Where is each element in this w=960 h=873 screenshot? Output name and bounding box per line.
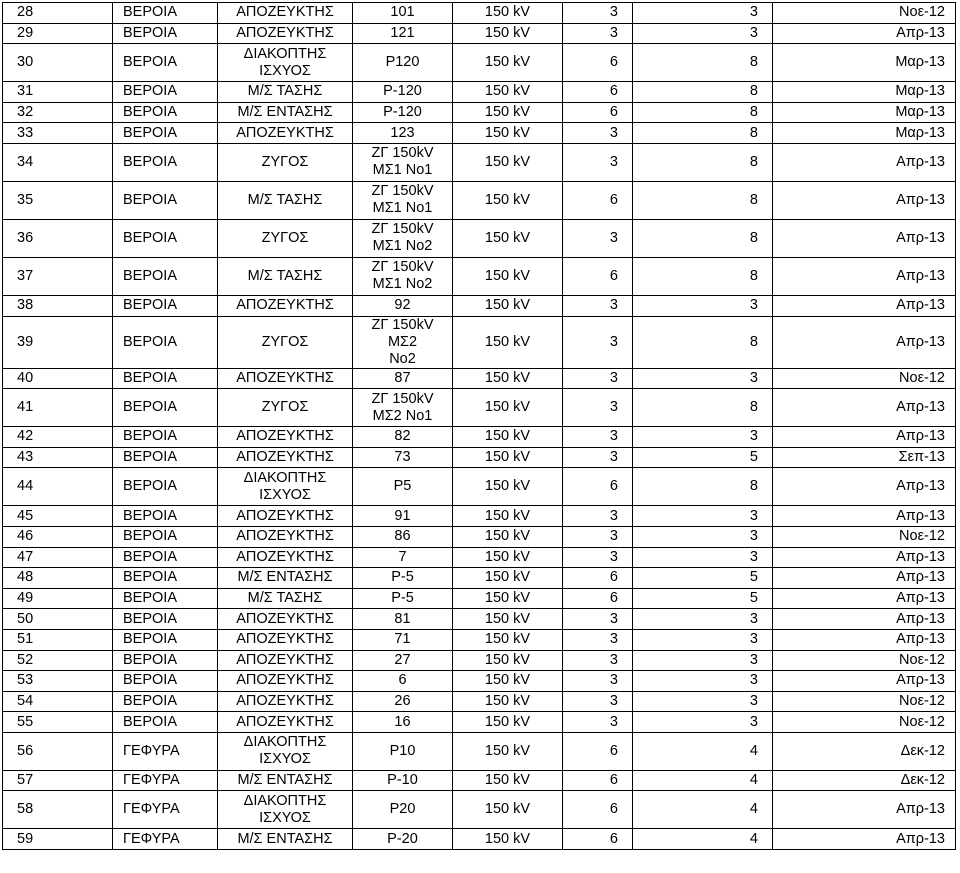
- row-number: 47: [3, 547, 113, 568]
- equipment-type-cell: ΑΠΟΖΕΥΚΤΗΣ: [218, 547, 353, 568]
- equipment-type-cell: ΔΙΑΚΟΠΤΗΣ ΙΣΧΥΟΣ: [218, 791, 353, 829]
- table-row: [3, 791, 956, 829]
- value-b-cell: 8: [633, 316, 773, 368]
- value-b-cell: 3: [633, 3, 773, 24]
- date-cell: Απρ-13: [773, 295, 956, 316]
- row-number: 40: [3, 368, 113, 389]
- equipment-code-cell: ΖΓ 150kV ΜΣ1 Νο2: [353, 219, 453, 257]
- table-row: [3, 3, 956, 24]
- voltage-cell: 150 kV: [453, 23, 563, 44]
- voltage-cell: 150 kV: [453, 143, 563, 181]
- station-cell: ΒΕΡΟΙΑ: [113, 102, 218, 123]
- equipment-code-cell: P-5: [353, 588, 453, 609]
- value-a-cell: 6: [563, 770, 633, 791]
- equipment-type-cell: ΑΠΟΖΕΥΚΤΗΣ: [218, 506, 353, 527]
- equipment-type-cell: ΑΠΟΖΕΥΚΤΗΣ: [218, 447, 353, 468]
- value-b-cell: 8: [633, 123, 773, 144]
- date-cell: Απρ-13: [773, 506, 956, 527]
- equipment-code-cell: P-20: [353, 829, 453, 850]
- voltage-cell: 150 kV: [453, 257, 563, 295]
- date-cell: Απρ-13: [773, 588, 956, 609]
- equipment-type-cell: Μ/Σ ΤΑΣΗΣ: [218, 257, 353, 295]
- value-a-cell: 6: [563, 82, 633, 103]
- voltage-cell: 150 kV: [453, 368, 563, 389]
- date-cell: Απρ-13: [773, 829, 956, 850]
- value-b-cell: 8: [633, 102, 773, 123]
- table-row: [3, 588, 956, 609]
- date-cell: Δεκ-12: [773, 732, 956, 770]
- voltage-cell: 150 kV: [453, 389, 563, 427]
- station-cell: ΒΕΡΟΙΑ: [113, 609, 218, 630]
- row-number: 57: [3, 770, 113, 791]
- value-a-cell: 3: [563, 3, 633, 24]
- equipment-type-cell: ΑΠΟΖΕΥΚΤΗΣ: [218, 671, 353, 692]
- value-a-cell: 3: [563, 295, 633, 316]
- equipment-code-cell: 82: [353, 427, 453, 448]
- station-cell: ΒΕΡΟΙΑ: [113, 588, 218, 609]
- equipment-type-cell: ΖΥΓΟΣ: [218, 143, 353, 181]
- equipment-type-cell: ΑΠΟΖΕΥΚΤΗΣ: [218, 629, 353, 650]
- equipment-code-cell: P-5: [353, 568, 453, 589]
- equipment-type-cell: ΑΠΟΖΕΥΚΤΗΣ: [218, 427, 353, 448]
- table-row: [3, 82, 956, 103]
- value-b-cell: 3: [633, 547, 773, 568]
- voltage-cell: 150 kV: [453, 3, 563, 24]
- equipment-code-cell: 123: [353, 123, 453, 144]
- value-a-cell: 6: [563, 588, 633, 609]
- table-row: [3, 123, 956, 144]
- date-cell: Απρ-13: [773, 791, 956, 829]
- station-cell: ΓΕΦΥΡΑ: [113, 732, 218, 770]
- row-number: 35: [3, 181, 113, 219]
- row-number: 32: [3, 102, 113, 123]
- equipment-type-cell: Μ/Σ ΕΝΤΑΣΗΣ: [218, 829, 353, 850]
- value-a-cell: 3: [563, 368, 633, 389]
- value-b-cell: 4: [633, 770, 773, 791]
- table-row: [3, 219, 956, 257]
- station-cell: ΒΕΡΟΙΑ: [113, 468, 218, 506]
- table-row: [3, 368, 956, 389]
- date-cell: Απρ-13: [773, 257, 956, 295]
- station-cell: ΒΕΡΟΙΑ: [113, 447, 218, 468]
- station-cell: ΓΕΦΥΡΑ: [113, 791, 218, 829]
- equipment-type-cell: ΑΠΟΖΕΥΚΤΗΣ: [218, 526, 353, 547]
- value-a-cell: 3: [563, 23, 633, 44]
- voltage-cell: 150 kV: [453, 82, 563, 103]
- table-row: [3, 712, 956, 733]
- equipment-code-cell: 7: [353, 547, 453, 568]
- station-cell: ΒΕΡΟΙΑ: [113, 629, 218, 650]
- value-a-cell: 3: [563, 427, 633, 448]
- station-cell: ΒΕΡΟΙΑ: [113, 650, 218, 671]
- row-number: 42: [3, 427, 113, 448]
- equipment-table-body: [3, 3, 956, 850]
- date-cell: Σεπ-13: [773, 447, 956, 468]
- value-b-cell: 3: [633, 609, 773, 630]
- equipment-code-cell: P120: [353, 44, 453, 82]
- table-row: [3, 671, 956, 692]
- station-cell: ΒΕΡΟΙΑ: [113, 506, 218, 527]
- equipment-code-cell: 73: [353, 447, 453, 468]
- equipment-type-cell: ΑΠΟΖΕΥΚΤΗΣ: [218, 3, 353, 24]
- equipment-type-cell: ΔΙΑΚΟΠΤΗΣ ΙΣΧΥΟΣ: [218, 732, 353, 770]
- voltage-cell: 150 kV: [453, 219, 563, 257]
- equipment-code-cell: P20: [353, 791, 453, 829]
- equipment-code-cell: 26: [353, 691, 453, 712]
- value-a-cell: 6: [563, 791, 633, 829]
- equipment-code-cell: P-120: [353, 82, 453, 103]
- value-a-cell: 6: [563, 829, 633, 850]
- row-number: 28: [3, 3, 113, 24]
- equipment-type-cell: Μ/Σ ΕΝΤΑΣΗΣ: [218, 102, 353, 123]
- value-b-cell: 3: [633, 295, 773, 316]
- date-cell: Νοε-12: [773, 3, 956, 24]
- equipment-code-cell: 81: [353, 609, 453, 630]
- station-cell: ΒΕΡΟΙΑ: [113, 389, 218, 427]
- value-b-cell: 3: [633, 650, 773, 671]
- station-cell: ΓΕΦΥΡΑ: [113, 829, 218, 850]
- table-row: [3, 547, 956, 568]
- date-cell: Μαρ-13: [773, 82, 956, 103]
- equipment-code-cell: 6: [353, 671, 453, 692]
- value-b-cell: 8: [633, 219, 773, 257]
- station-cell: ΒΕΡΟΙΑ: [113, 219, 218, 257]
- row-number: 45: [3, 506, 113, 527]
- value-b-cell: 3: [633, 691, 773, 712]
- equipment-code-cell: P-120: [353, 102, 453, 123]
- row-number: 48: [3, 568, 113, 589]
- table-row: [3, 181, 956, 219]
- value-b-cell: 4: [633, 829, 773, 850]
- station-cell: ΒΕΡΟΙΑ: [113, 368, 218, 389]
- value-a-cell: 3: [563, 526, 633, 547]
- station-cell: ΓΕΦΥΡΑ: [113, 770, 218, 791]
- row-number: 41: [3, 389, 113, 427]
- row-number: 38: [3, 295, 113, 316]
- equipment-type-cell: ΖΥΓΟΣ: [218, 389, 353, 427]
- equipment-code-cell: 86: [353, 526, 453, 547]
- value-a-cell: 3: [563, 629, 633, 650]
- equipment-code-cell: P10: [353, 732, 453, 770]
- row-number: 31: [3, 82, 113, 103]
- voltage-cell: 150 kV: [453, 671, 563, 692]
- date-cell: Απρ-13: [773, 468, 956, 506]
- table-row: [3, 650, 956, 671]
- equipment-code-cell: 91: [353, 506, 453, 527]
- voltage-cell: 150 kV: [453, 526, 563, 547]
- value-b-cell: 3: [633, 712, 773, 733]
- value-a-cell: 3: [563, 143, 633, 181]
- equipment-type-cell: Μ/Σ ΤΑΣΗΣ: [218, 82, 353, 103]
- station-cell: ΒΕΡΟΙΑ: [113, 3, 218, 24]
- equipment-code-cell: 121: [353, 23, 453, 44]
- equipment-code-cell: ΖΓ 150kV ΜΣ2 Νο2: [353, 316, 453, 368]
- date-cell: Απρ-13: [773, 389, 956, 427]
- voltage-cell: 150 kV: [453, 650, 563, 671]
- value-a-cell: 3: [563, 671, 633, 692]
- table-row: [3, 102, 956, 123]
- table-row: [3, 389, 956, 427]
- voltage-cell: 150 kV: [453, 770, 563, 791]
- value-a-cell: 3: [563, 609, 633, 630]
- value-b-cell: 8: [633, 389, 773, 427]
- row-number: 56: [3, 732, 113, 770]
- voltage-cell: 150 kV: [453, 691, 563, 712]
- equipment-type-cell: ΑΠΟΖΕΥΚΤΗΣ: [218, 368, 353, 389]
- table-row: [3, 629, 956, 650]
- equipment-code-cell: ΖΓ 150kV ΜΣ1 Νο1: [353, 181, 453, 219]
- row-number: 59: [3, 829, 113, 850]
- equipment-type-cell: Μ/Σ ΤΑΣΗΣ: [218, 588, 353, 609]
- table-row: [3, 427, 956, 448]
- equipment-type-cell: Μ/Σ ΤΑΣΗΣ: [218, 181, 353, 219]
- row-number: 46: [3, 526, 113, 547]
- equipment-type-cell: Μ/Σ ΕΝΤΑΣΗΣ: [218, 568, 353, 589]
- station-cell: ΒΕΡΟΙΑ: [113, 547, 218, 568]
- equipment-type-cell: ΔΙΑΚΟΠΤΗΣ ΙΣΧΥΟΣ: [218, 468, 353, 506]
- row-number: 58: [3, 791, 113, 829]
- voltage-cell: 150 kV: [453, 609, 563, 630]
- station-cell: ΒΕΡΟΙΑ: [113, 316, 218, 368]
- equipment-type-cell: ΑΠΟΖΕΥΚΤΗΣ: [218, 609, 353, 630]
- value-b-cell: 5: [633, 588, 773, 609]
- value-b-cell: 8: [633, 44, 773, 82]
- voltage-cell: 150 kV: [453, 712, 563, 733]
- value-a-cell: 6: [563, 732, 633, 770]
- date-cell: Νοε-12: [773, 526, 956, 547]
- table-row: [3, 468, 956, 506]
- date-cell: Μαρ-13: [773, 102, 956, 123]
- date-cell: Νοε-12: [773, 712, 956, 733]
- table-row: [3, 770, 956, 791]
- row-number: 37: [3, 257, 113, 295]
- value-b-cell: 8: [633, 468, 773, 506]
- voltage-cell: 150 kV: [453, 547, 563, 568]
- voltage-cell: 150 kV: [453, 181, 563, 219]
- value-b-cell: 5: [633, 568, 773, 589]
- date-cell: Απρ-13: [773, 609, 956, 630]
- equipment-type-cell: ΖΥΓΟΣ: [218, 219, 353, 257]
- date-cell: Απρ-13: [773, 219, 956, 257]
- station-cell: ΒΕΡΟΙΑ: [113, 143, 218, 181]
- voltage-cell: 150 kV: [453, 316, 563, 368]
- date-cell: Νοε-12: [773, 650, 956, 671]
- value-a-cell: 6: [563, 568, 633, 589]
- table-row: [3, 44, 956, 82]
- value-b-cell: 3: [633, 506, 773, 527]
- row-number: 54: [3, 691, 113, 712]
- value-b-cell: 8: [633, 181, 773, 219]
- value-a-cell: 3: [563, 447, 633, 468]
- equipment-type-cell: Μ/Σ ΕΝΤΑΣΗΣ: [218, 770, 353, 791]
- value-b-cell: 3: [633, 526, 773, 547]
- table-row: [3, 829, 956, 850]
- value-b-cell: 3: [633, 368, 773, 389]
- value-b-cell: 3: [633, 427, 773, 448]
- equipment-code-cell: 27: [353, 650, 453, 671]
- equipment-code-cell: ΖΓ 150kV ΜΣ1 Νο1: [353, 143, 453, 181]
- equipment-type-cell: ΑΠΟΖΕΥΚΤΗΣ: [218, 691, 353, 712]
- voltage-cell: 150 kV: [453, 102, 563, 123]
- row-number: 49: [3, 588, 113, 609]
- date-cell: Απρ-13: [773, 671, 956, 692]
- value-a-cell: 3: [563, 389, 633, 427]
- row-number: 29: [3, 23, 113, 44]
- equipment-code-cell: 92: [353, 295, 453, 316]
- date-cell: Δεκ-12: [773, 770, 956, 791]
- equipment-code-cell: 101: [353, 3, 453, 24]
- value-a-cell: 6: [563, 44, 633, 82]
- voltage-cell: 150 kV: [453, 588, 563, 609]
- row-number: 43: [3, 447, 113, 468]
- value-b-cell: 4: [633, 732, 773, 770]
- voltage-cell: 150 kV: [453, 44, 563, 82]
- equipment-code-cell: P5: [353, 468, 453, 506]
- station-cell: ΒΕΡΟΙΑ: [113, 671, 218, 692]
- value-b-cell: 3: [633, 671, 773, 692]
- station-cell: ΒΕΡΟΙΑ: [113, 526, 218, 547]
- table-row: [3, 143, 956, 181]
- row-number: 55: [3, 712, 113, 733]
- value-b-cell: 3: [633, 629, 773, 650]
- voltage-cell: 150 kV: [453, 791, 563, 829]
- voltage-cell: 150 kV: [453, 568, 563, 589]
- date-cell: Απρ-13: [773, 316, 956, 368]
- equipment-type-cell: ΑΠΟΖΕΥΚΤΗΣ: [218, 295, 353, 316]
- value-a-cell: 3: [563, 123, 633, 144]
- voltage-cell: 150 kV: [453, 629, 563, 650]
- row-number: 44: [3, 468, 113, 506]
- station-cell: ΒΕΡΟΙΑ: [113, 123, 218, 144]
- value-a-cell: 3: [563, 219, 633, 257]
- table-row: [3, 568, 956, 589]
- station-cell: ΒΕΡΟΙΑ: [113, 295, 218, 316]
- value-b-cell: 8: [633, 143, 773, 181]
- value-a-cell: 3: [563, 316, 633, 368]
- row-number: 34: [3, 143, 113, 181]
- value-a-cell: 6: [563, 257, 633, 295]
- station-cell: ΒΕΡΟΙΑ: [113, 23, 218, 44]
- value-a-cell: 6: [563, 181, 633, 219]
- equipment-code-cell: 71: [353, 629, 453, 650]
- equipment-type-cell: ΑΠΟΖΕΥΚΤΗΣ: [218, 712, 353, 733]
- equipment-type-cell: ΑΠΟΖΕΥΚΤΗΣ: [218, 23, 353, 44]
- date-cell: Μαρ-13: [773, 44, 956, 82]
- voltage-cell: 150 kV: [453, 506, 563, 527]
- equipment-table: [2, 2, 956, 850]
- value-a-cell: 6: [563, 102, 633, 123]
- equipment-type-cell: ΑΠΟΖΕΥΚΤΗΣ: [218, 650, 353, 671]
- equipment-type-cell: ΖΥΓΟΣ: [218, 316, 353, 368]
- date-cell: Νοε-12: [773, 691, 956, 712]
- station-cell: ΒΕΡΟΙΑ: [113, 712, 218, 733]
- row-number: 53: [3, 671, 113, 692]
- station-cell: ΒΕΡΟΙΑ: [113, 181, 218, 219]
- value-b-cell: 8: [633, 257, 773, 295]
- equipment-type-cell: ΑΠΟΖΕΥΚΤΗΣ: [218, 123, 353, 144]
- row-number: 30: [3, 44, 113, 82]
- value-b-cell: 8: [633, 82, 773, 103]
- table-row: [3, 23, 956, 44]
- equipment-code-cell: 16: [353, 712, 453, 733]
- row-number: 39: [3, 316, 113, 368]
- row-number: 51: [3, 629, 113, 650]
- date-cell: Απρ-13: [773, 143, 956, 181]
- voltage-cell: 150 kV: [453, 829, 563, 850]
- equipment-code-cell: 87: [353, 368, 453, 389]
- value-a-cell: 3: [563, 691, 633, 712]
- station-cell: ΒΕΡΟΙΑ: [113, 691, 218, 712]
- value-a-cell: 3: [563, 547, 633, 568]
- date-cell: Απρ-13: [773, 629, 956, 650]
- value-a-cell: 3: [563, 650, 633, 671]
- value-a-cell: 3: [563, 712, 633, 733]
- station-cell: ΒΕΡΟΙΑ: [113, 44, 218, 82]
- value-a-cell: 3: [563, 506, 633, 527]
- table-row: [3, 447, 956, 468]
- table-row: [3, 316, 956, 368]
- date-cell: Απρ-13: [773, 181, 956, 219]
- equipment-code-cell: ΖΓ 150kV ΜΣ1 Νο2: [353, 257, 453, 295]
- date-cell: Νοε-12: [773, 368, 956, 389]
- equipment-type-cell: ΔΙΑΚΟΠΤΗΣ ΙΣΧΥΟΣ: [218, 44, 353, 82]
- value-a-cell: 6: [563, 468, 633, 506]
- station-cell: ΒΕΡΟΙΑ: [113, 568, 218, 589]
- equipment-code-cell: ΖΓ 150kV ΜΣ2 Νο1: [353, 389, 453, 427]
- date-cell: Απρ-13: [773, 568, 956, 589]
- row-number: 36: [3, 219, 113, 257]
- table-row: [3, 295, 956, 316]
- voltage-cell: 150 kV: [453, 427, 563, 448]
- row-number: 50: [3, 609, 113, 630]
- table-row: [3, 526, 956, 547]
- date-cell: Μαρ-13: [773, 123, 956, 144]
- table-row: [3, 257, 956, 295]
- station-cell: ΒΕΡΟΙΑ: [113, 257, 218, 295]
- table-row: [3, 691, 956, 712]
- date-cell: Απρ-13: [773, 23, 956, 44]
- value-b-cell: 4: [633, 791, 773, 829]
- row-number: 52: [3, 650, 113, 671]
- voltage-cell: 150 kV: [453, 123, 563, 144]
- station-cell: ΒΕΡΟΙΑ: [113, 82, 218, 103]
- voltage-cell: 150 kV: [453, 468, 563, 506]
- voltage-cell: 150 kV: [453, 295, 563, 316]
- voltage-cell: 150 kV: [453, 732, 563, 770]
- date-cell: Απρ-13: [773, 427, 956, 448]
- row-number: 33: [3, 123, 113, 144]
- value-b-cell: 5: [633, 447, 773, 468]
- station-cell: ΒΕΡΟΙΑ: [113, 427, 218, 448]
- table-row: [3, 732, 956, 770]
- value-b-cell: 3: [633, 23, 773, 44]
- equipment-code-cell: P-10: [353, 770, 453, 791]
- table-row: [3, 609, 956, 630]
- date-cell: Απρ-13: [773, 547, 956, 568]
- table-row: [3, 506, 956, 527]
- voltage-cell: 150 kV: [453, 447, 563, 468]
